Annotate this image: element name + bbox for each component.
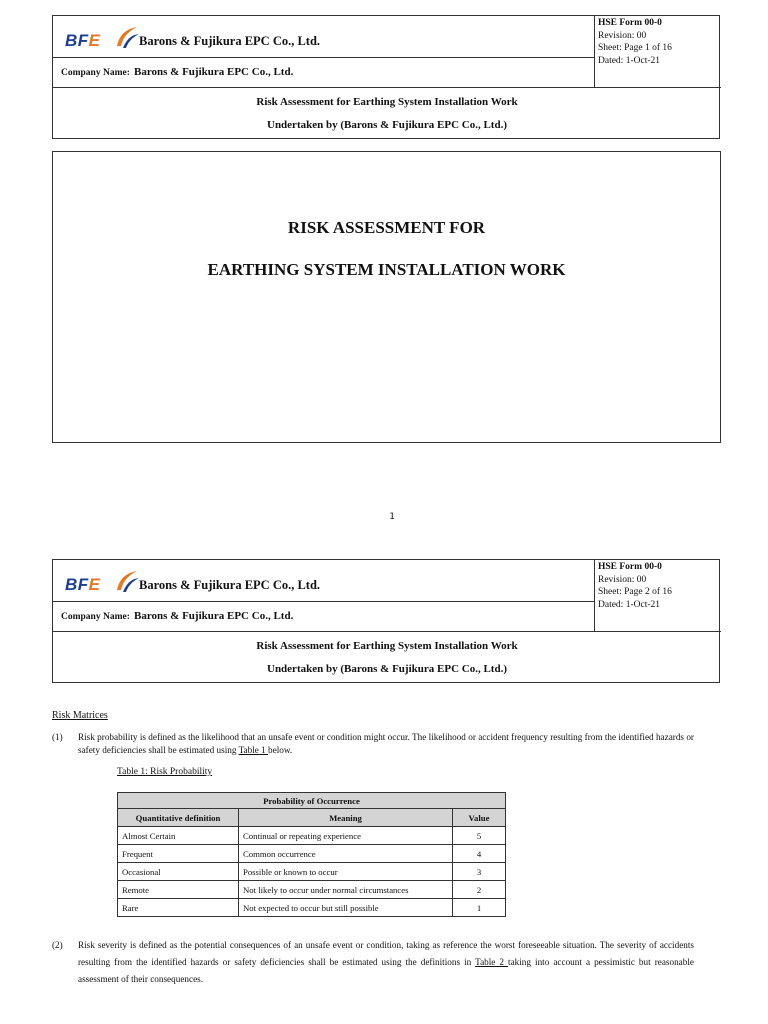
title-line1: Risk Assessment for Earthing System Installation Work [256, 640, 518, 652]
sheet-info: Sheet: Page 2 of 16 [598, 587, 672, 597]
table-cell: 4 [453, 845, 506, 863]
table-row [118, 827, 506, 845]
company-name-value: Barons & Fujikura EPC Co., Ltd. [134, 610, 294, 622]
table-cell: Remote [118, 881, 239, 899]
table-cell: Common occurrence [239, 845, 453, 863]
table-row [118, 899, 506, 917]
table-header-row [118, 809, 506, 827]
logo-row [53, 560, 595, 602]
sheet-info: Sheet: Page 1 of 16 [598, 43, 672, 53]
table-title: Probability of Occurrence [118, 793, 506, 809]
logo-row [53, 16, 595, 58]
table-cell: 3 [453, 863, 506, 881]
table-cell: Occasional [118, 863, 239, 881]
revision: Revision: 00 [598, 574, 647, 585]
risk-probability-table [117, 792, 506, 917]
column-header: Quantitative definition [118, 809, 239, 827]
table-cell: 1 [453, 899, 506, 917]
paragraph-number: (2) [52, 940, 63, 950]
table-title-row [118, 793, 506, 809]
document-title [53, 632, 721, 684]
company-title: Barons & Fujikura EPC Co., Ltd. [139, 578, 321, 592]
table-caption: Table 1: Risk Probability [117, 767, 213, 777]
section-heading: Risk Matrices [52, 710, 108, 721]
paragraph-number: (1) [52, 732, 63, 742]
logo-text: BFE [65, 31, 101, 50]
table-cell: Rare [118, 899, 239, 917]
table-cell: Not expected to occur but still possible [239, 899, 453, 917]
paragraph-text: Risk severity is defined as the potential consequences of an unsafe event or condition, taking as reference the worst foreseeable situation. The severity of accidents resulting from the identified hazards or safety deficiencies shall be estimated using the definitions in Table 2 taking into account a pessimistic but reasonable assessment of their consequences. [78, 940, 694, 984]
table-row [118, 863, 506, 881]
logo-text: BFE [65, 575, 101, 594]
revision: Revision: 00 [598, 30, 647, 41]
table-cell: Possible or known to occur [239, 863, 453, 881]
company-name-label: Company Name: [61, 612, 130, 622]
cover-title-line2: EARTHING SYSTEM INSTALLATION WORK [207, 260, 566, 279]
title-line1: Risk Assessment for Earthing System Installation Work [256, 96, 518, 108]
table-cell: 5 [453, 827, 506, 845]
company-title: Barons & Fujikura EPC Co., Ltd. [139, 34, 321, 48]
company-name-label: Company Name: [61, 68, 130, 78]
table-cell: 2 [453, 881, 506, 899]
dated: Dated: 1-Oct-21 [598, 55, 660, 66]
form-info [595, 560, 721, 632]
table-cell: Not likely to occur under normal circumstances [239, 881, 453, 899]
title-line2: Undertaken by (Barons & Fujikura EPC Co., Ltd.) [267, 663, 507, 675]
form-info [595, 16, 721, 88]
table-row [118, 881, 506, 899]
page2-header [52, 559, 720, 683]
dated: Dated: 1-Oct-21 [598, 599, 660, 610]
table-2-link[interactable]: Table 2 [475, 957, 509, 967]
company-name-value: Barons & Fujikura EPC Co., Ltd. [134, 66, 294, 78]
cover-title-line1: RISK ASSESSMENT FOR [287, 218, 486, 237]
table-cell: Almost Certain [118, 827, 239, 845]
table-row [118, 845, 506, 863]
document-title [53, 88, 721, 140]
company-name-row [53, 58, 595, 88]
page1-header [52, 15, 720, 139]
form-number: HSE Form 00-0 [598, 18, 662, 28]
cover-box [52, 151, 721, 443]
company-name-row [53, 602, 595, 632]
column-header: Value [453, 809, 506, 827]
table-cell: Continual or repeating experience [239, 827, 453, 845]
page-number: 1 [389, 512, 395, 522]
title-line2: Undertaken by (Barons & Fujikura EPC Co., Ltd.) [267, 119, 507, 131]
table-cell: Frequent [118, 845, 239, 863]
form-number: HSE Form 00-0 [598, 562, 662, 572]
paragraph-text: Risk probability is defined as the likelihood that an unsafe event or condition might occur. The likelihood or accident frequency resulting from the identified hazards or safety deficiencies shall be estimated using Table 1 below. [78, 732, 694, 755]
column-header: Meaning [239, 809, 453, 827]
table-1-link[interactable]: Table 1 [238, 745, 269, 755]
